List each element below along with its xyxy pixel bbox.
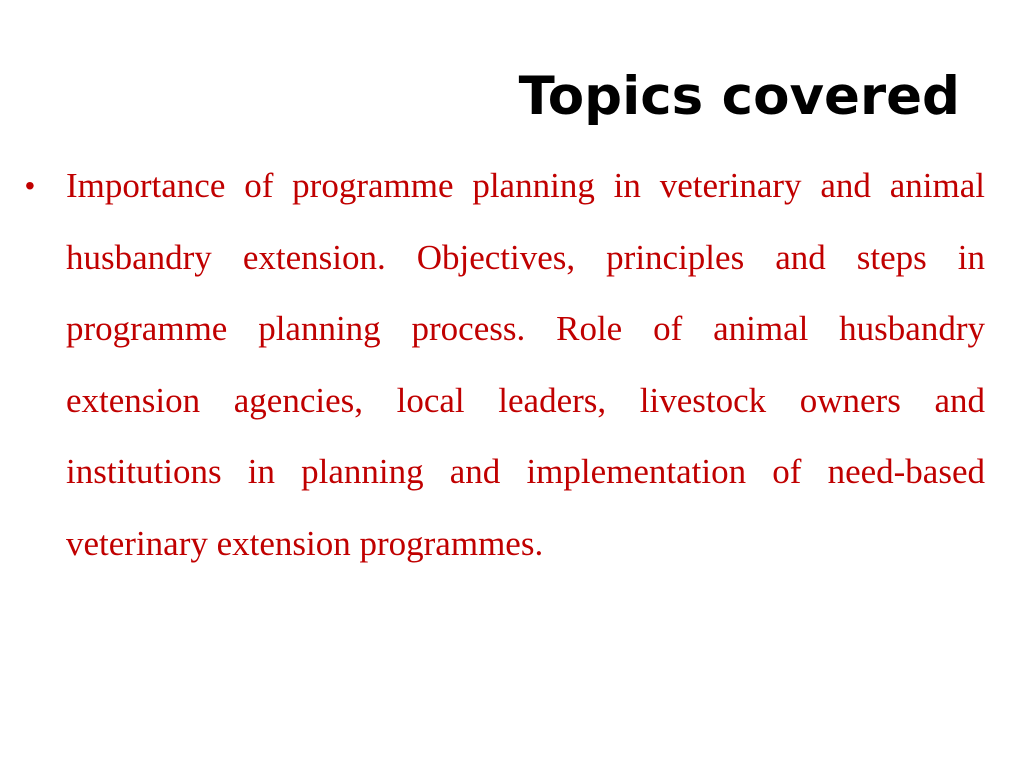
bullet-text: Importance of programme planning in veterinary and animal husbandry extension. Objectives, principles and steps in programme planning process. Role of animal husbandry extension agencies, local leaders, livestock owners and institutions in planning and implementation of need-based veterinary extension programmes.: [66, 166, 985, 563]
slide-title: Topics covered: [518, 66, 960, 127]
bullet-marker: •: [25, 170, 35, 201]
